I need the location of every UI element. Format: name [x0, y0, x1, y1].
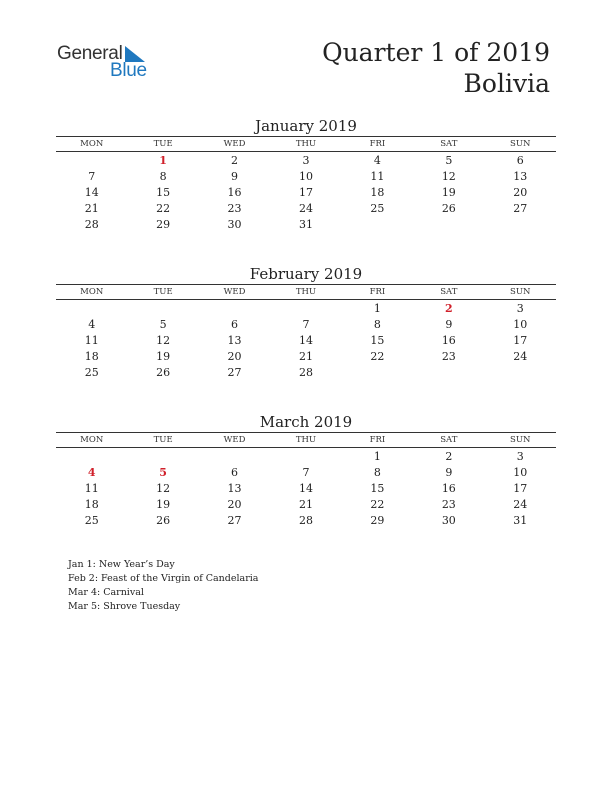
empty-day-cell [342, 365, 413, 381]
day-cell: 2 [231, 154, 239, 167]
day-cell: 4 [373, 154, 381, 167]
empty-day-cell [56, 449, 127, 465]
day-cell: 9 [445, 466, 453, 479]
day-cell: 11 [84, 334, 99, 347]
day-cell: 21 [84, 202, 99, 215]
week-row [56, 481, 556, 497]
day-cell: 18 [370, 186, 385, 199]
empty-day-cell [485, 365, 556, 381]
logo-text-blue: Blue [110, 60, 147, 81]
day-cell: 9 [445, 318, 453, 331]
day-cell: 10 [513, 318, 528, 331]
weekday-label: SAT [440, 435, 458, 445]
day-cell: 26 [441, 202, 456, 215]
day-cell: 15 [370, 334, 385, 347]
day-cell: 27 [227, 514, 242, 527]
day-cell: 13 [513, 170, 528, 183]
day-cell: 5 [445, 154, 453, 167]
day-cell: 29 [370, 514, 385, 527]
weekday-label: WED [223, 139, 246, 149]
day-cell: 17 [513, 482, 528, 495]
weekday-header-row [56, 284, 556, 300]
day-cell: 15 [156, 186, 171, 199]
week-row [56, 497, 556, 513]
day-cell: 27 [227, 366, 242, 379]
week-row [56, 169, 556, 185]
empty-day-cell [199, 449, 270, 465]
holiday-note: Jan 1: New Year’s Day [68, 559, 175, 570]
holiday-notes [68, 558, 258, 614]
day-cell: 29 [156, 218, 171, 231]
day-cell: 25 [370, 202, 385, 215]
day-cell: 3 [516, 450, 524, 463]
day-cell: 2 [445, 450, 453, 463]
day-cell: 8 [159, 170, 167, 183]
day-cell: 19 [156, 350, 171, 363]
weekday-label: SAT [440, 287, 458, 297]
day-cell: 21 [298, 350, 313, 363]
weekday-label: WED [223, 435, 246, 445]
day-cell: 30 [227, 218, 242, 231]
quarter-title: Quarter 1 of 2019 [322, 38, 550, 67]
month-calendar [56, 116, 556, 233]
weekday-label: SUN [510, 435, 531, 445]
day-cell: 1 [159, 154, 167, 167]
day-cell: 17 [513, 334, 528, 347]
day-cell: 18 [84, 350, 99, 363]
day-cell: 20 [227, 498, 242, 511]
day-cell: 25 [84, 514, 99, 527]
day-cell: 3 [302, 154, 310, 167]
weekday-label: TUE [153, 139, 173, 149]
day-cell: 11 [84, 482, 99, 495]
day-cell: 27 [513, 202, 528, 215]
day-cell: 28 [298, 514, 313, 527]
week-row [56, 201, 556, 217]
month-title: February 2019 [249, 265, 363, 283]
week-row [56, 185, 556, 201]
day-cell: 7 [302, 466, 310, 479]
weekday-label: TUE [153, 435, 173, 445]
day-cell: 7 [302, 318, 310, 331]
day-cell: 31 [513, 514, 528, 527]
empty-day-cell [56, 153, 127, 169]
day-cell: 23 [441, 498, 456, 511]
day-cell: 8 [373, 318, 381, 331]
day-cell: 12 [441, 170, 456, 183]
weekday-label: THU [295, 435, 317, 445]
day-cell: 30 [441, 514, 456, 527]
day-cell: 12 [156, 482, 171, 495]
logo-text-general: General [57, 43, 123, 64]
empty-day-cell [199, 301, 270, 317]
day-cell: 21 [298, 498, 313, 511]
weekday-label: FRI [369, 435, 386, 445]
day-cell: 10 [298, 170, 313, 183]
day-cell: 28 [84, 218, 99, 231]
day-cell: 4 [87, 466, 96, 479]
day-cell: 24 [298, 202, 313, 215]
empty-day-cell [485, 217, 556, 233]
day-cell: 14 [84, 186, 99, 199]
weekday-label: MON [80, 139, 104, 149]
week-row [56, 449, 556, 465]
day-cell: 1 [373, 302, 381, 315]
weekday-label: SUN [510, 139, 531, 149]
day-cell: 17 [298, 186, 313, 199]
week-row [56, 349, 556, 365]
weekday-header-row [56, 432, 556, 448]
weekday-label: MON [80, 287, 104, 297]
week-row [56, 301, 556, 317]
empty-day-cell [56, 301, 127, 317]
weekday-label: FRI [369, 287, 386, 297]
day-cell: 23 [227, 202, 242, 215]
day-cell: 28 [298, 366, 313, 379]
day-cell: 6 [516, 154, 524, 167]
day-cell: 23 [441, 350, 456, 363]
day-cell: 16 [441, 482, 456, 495]
day-cell: 19 [156, 498, 171, 511]
week-row [56, 317, 556, 333]
weekday-label: TUE [153, 287, 173, 297]
day-cell: 15 [370, 482, 385, 495]
day-cell: 5 [159, 466, 167, 479]
day-cell: 22 [156, 202, 171, 215]
week-row [56, 333, 556, 349]
day-cell: 12 [156, 334, 171, 347]
holiday-note: Mar 5: Shrove Tuesday [68, 601, 181, 612]
weekday-label: MON [80, 435, 104, 445]
day-cell: 4 [88, 318, 96, 331]
day-cell: 16 [227, 186, 242, 199]
weekday-label: SAT [440, 139, 458, 149]
day-cell: 5 [159, 318, 167, 331]
weekday-label: THU [295, 287, 317, 297]
day-cell: 16 [441, 334, 456, 347]
day-cell: 7 [88, 170, 96, 183]
day-cell: 14 [298, 334, 313, 347]
day-cell: 20 [227, 350, 242, 363]
day-cell: 19 [441, 186, 456, 199]
day-cell: 31 [298, 218, 313, 231]
day-cell: 22 [370, 498, 385, 511]
week-row [56, 365, 556, 381]
empty-day-cell [413, 217, 484, 233]
holiday-note: Mar 4: Carnival [68, 587, 144, 598]
week-row [56, 153, 556, 169]
empty-day-cell [270, 449, 341, 465]
week-row [56, 465, 556, 481]
weekday-label: SUN [510, 287, 531, 297]
day-cell: 22 [370, 350, 385, 363]
logo [57, 43, 157, 83]
day-cell: 13 [227, 482, 242, 495]
day-cell: 8 [373, 466, 381, 479]
empty-day-cell [127, 301, 198, 317]
day-cell: 24 [513, 350, 528, 363]
weekday-label: FRI [369, 139, 386, 149]
weekday-header-row [56, 136, 556, 152]
day-cell: 6 [231, 466, 239, 479]
day-cell: 3 [516, 302, 524, 315]
day-cell: 13 [227, 334, 242, 347]
country-name: Bolivia [463, 69, 550, 98]
day-cell: 11 [370, 170, 385, 183]
day-cell: 25 [84, 366, 99, 379]
month-calendar [56, 264, 556, 381]
empty-day-cell [270, 301, 341, 317]
weekday-label: THU [295, 139, 317, 149]
day-cell: 2 [444, 302, 453, 315]
month-title: January 2019 [255, 117, 357, 135]
page-title [322, 37, 550, 99]
day-cell: 6 [231, 318, 239, 331]
day-cell: 26 [156, 514, 171, 527]
weekday-label: WED [223, 287, 246, 297]
day-cell: 1 [373, 450, 381, 463]
holiday-note: Feb 2: Feast of the Virgin of Candelaria [68, 573, 259, 584]
day-cell: 18 [84, 498, 99, 511]
day-cell: 10 [513, 466, 528, 479]
week-row [56, 217, 556, 233]
month-title: March 2019 [259, 413, 353, 431]
day-cell: 26 [156, 366, 171, 379]
day-cell: 20 [513, 186, 528, 199]
month-calendar [56, 412, 556, 529]
empty-day-cell [413, 365, 484, 381]
day-cell: 14 [298, 482, 313, 495]
day-cell: 24 [513, 498, 528, 511]
week-row [56, 513, 556, 529]
empty-day-cell [342, 217, 413, 233]
empty-day-cell [127, 449, 198, 465]
day-cell: 9 [231, 170, 239, 183]
